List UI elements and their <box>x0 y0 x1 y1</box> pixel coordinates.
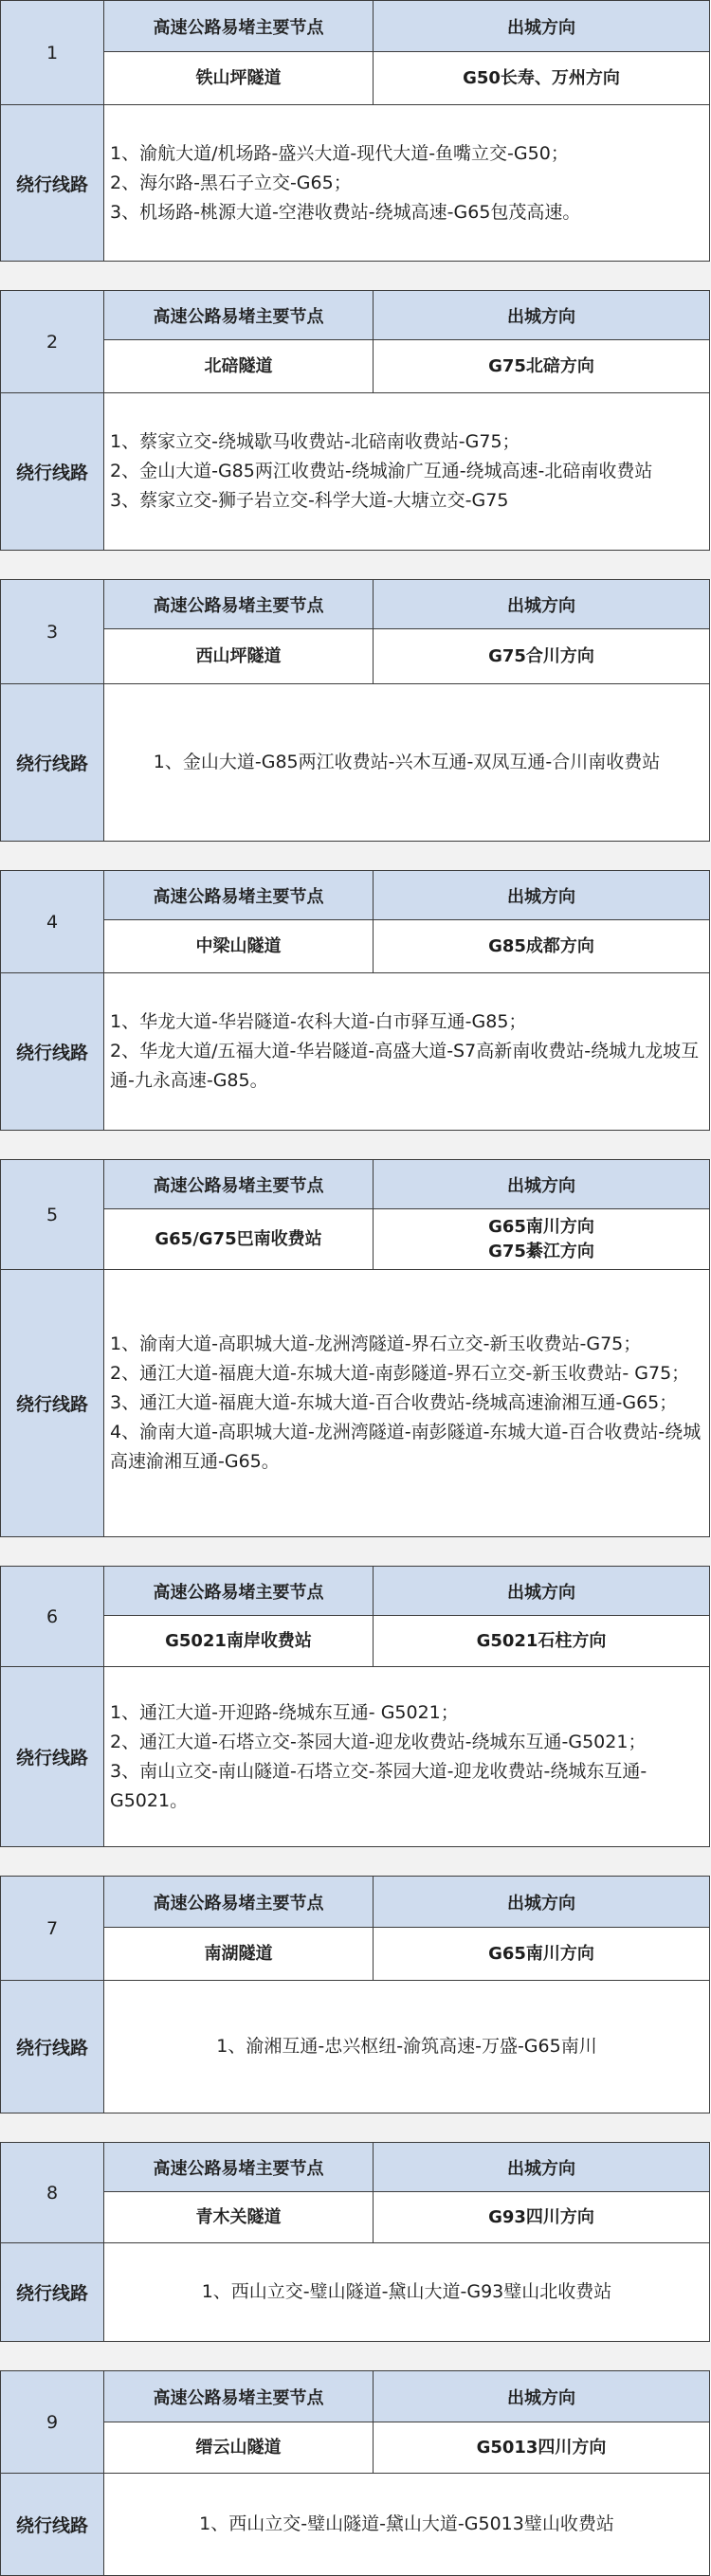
route-list <box>104 2243 710 2342</box>
route-item: 1、西山立交-璧山隧道-黛山大道-G93璧山北收费站 <box>201 2281 612 2302</box>
direction-value: G85成都方向 <box>374 920 710 973</box>
block-5 <box>0 1159 710 1537</box>
node-value: 中梁山隧道 <box>104 920 374 973</box>
node-value: 西山坪隧道 <box>104 629 374 684</box>
node-header: 高速公路易堵主要节点 <box>104 2143 374 2192</box>
route-item: 1、通江大道-开迎路-绕城东互通- G5021； <box>110 1701 459 1723</box>
node-header: 高速公路易堵主要节点 <box>104 2371 374 2422</box>
block-separator <box>0 2113 711 2142</box>
route-label: 绕行线路 <box>1 684 104 842</box>
node-value: 青木关隧道 <box>104 2192 374 2243</box>
node-header: 高速公路易堵主要节点 <box>104 1567 374 1616</box>
route-item: 4、渝南大道-高职城大道-龙洲湾隧道-南彭隧道-东城大道-百合收费站-绕城高速渝湘互通-G65。 <box>110 1422 702 1472</box>
block-7 <box>0 1876 710 2113</box>
direction-header: 出城方向 <box>374 1567 710 1616</box>
block-4 <box>0 870 710 1131</box>
node-header: 高速公路易堵主要节点 <box>104 1160 374 1209</box>
block-number: 7 <box>1 1877 104 1981</box>
route-item: 1、华龙大道-华岩隧道-农科大道-白市驿互通-G85； <box>110 1011 527 1032</box>
route-label: 绕行线路 <box>1 2243 104 2342</box>
direction-value: G50长寿、万州方向 <box>374 52 710 105</box>
block-separator <box>0 1847 711 1876</box>
direction-header: 出城方向 <box>374 871 710 920</box>
route-label: 绕行线路 <box>1 1981 104 2113</box>
route-item: 3、南山立交-南山隧道-石塔立交-茶园大道-迎龙收费站-绕城东互通-G5021。 <box>110 1760 647 1811</box>
route-item: 3、通江大道-福鹿大道-东城大道-百合收费站-绕城高速渝湘互通-G65； <box>110 1392 678 1413</box>
direction-header: 出城方向 <box>374 580 710 629</box>
block-separator <box>0 842 711 870</box>
route-item: 3、蔡家立交-狮子岩立交-科学大道-大塘立交-G75 <box>110 490 509 511</box>
direction-value: G5021石柱方向 <box>374 1616 710 1667</box>
direction-value: G75合川方向 <box>374 629 710 684</box>
block-separator <box>0 262 711 290</box>
node-value: 北碚隧道 <box>104 340 374 393</box>
route-label: 绕行线路 <box>1 973 104 1131</box>
route-list <box>104 105 710 262</box>
node-header: 高速公路易堵主要节点 <box>104 1877 374 1928</box>
block-number: 2 <box>1 291 104 393</box>
node-value: 南湖隧道 <box>104 1928 374 1981</box>
direction-value: G65南川方向 G75綦江方向 <box>374 1209 710 1270</box>
route-item: 2、华龙大道/五福大道-华岩隧道-高盛大道-S7高新南收费站-绕城九龙坡互通-九永高速-G85。 <box>110 1041 700 1091</box>
node-value: 缙云山隧道 <box>104 2422 374 2474</box>
route-label: 绕行线路 <box>1 1667 104 1847</box>
block-number: 3 <box>1 580 104 684</box>
node-header: 高速公路易堵主要节点 <box>104 871 374 920</box>
node-value: G65/G75巴南收费站 <box>104 1209 374 1270</box>
node-header: 高速公路易堵主要节点 <box>104 291 374 340</box>
route-item: 1、渝南大道-高职城大道-龙洲湾隧道-界石立交-新玉收费站-G75； <box>110 1333 642 1354</box>
direction-header: 出城方向 <box>374 2371 710 2422</box>
block-separator <box>0 2342 711 2370</box>
route-list <box>104 393 710 551</box>
route-item: 3、机场路-桃源大道-空港收费站-绕城高速-G65包茂高速。 <box>110 201 581 223</box>
route-label: 绕行线路 <box>1 1270 104 1537</box>
block-3 <box>0 579 710 842</box>
node-header: 高速公路易堵主要节点 <box>104 580 374 629</box>
route-item: 1、渝湘互通-忠兴枢纽-渝筑高速-万盛-G65南川 <box>216 2036 597 2057</box>
route-item: 2、通江大道-福鹿大道-东城大道-南彭隧道-界石立交-新玉收费站- G75； <box>110 1363 690 1384</box>
block-separator <box>0 1131 711 1159</box>
direction-value: G5013四川方向 <box>374 2422 710 2474</box>
block-2 <box>0 290 710 551</box>
route-list <box>104 1270 710 1537</box>
node-value: G5021南岸收费站 <box>104 1616 374 1667</box>
route-item: 2、海尔路-黑石子立交-G65； <box>110 172 352 193</box>
route-item: 1、金山大道-G85两江收费站-兴木互通-双凤互通-合川南收费站 <box>153 752 661 772</box>
route-item: 2、金山大道-G85两江收费站-绕城渝广互通-绕城高速-北碚南收费站 <box>110 461 653 481</box>
block-number: 8 <box>1 2143 104 2243</box>
route-item: 2、通江大道-石塔立交-茶园大道-迎龙收费站-绕城东互通-G5021； <box>110 1731 647 1752</box>
block-number: 9 <box>1 2371 104 2474</box>
block-number: 6 <box>1 1567 104 1667</box>
direction-header: 出城方向 <box>374 1160 710 1209</box>
node-value: 铁山坪隧道 <box>104 52 374 105</box>
block-6 <box>0 1566 710 1847</box>
block-number: 5 <box>1 1160 104 1270</box>
direction-value: G93四川方向 <box>374 2192 710 2243</box>
route-list <box>104 2474 710 2576</box>
direction-header: 出城方向 <box>374 1 710 52</box>
route-list <box>104 684 710 842</box>
block-separator <box>0 551 711 579</box>
node-header: 高速公路易堵主要节点 <box>104 1 374 52</box>
block-8 <box>0 2142 710 2342</box>
block-separator <box>0 1537 711 1566</box>
block-number: 4 <box>1 871 104 973</box>
block-1 <box>0 0 710 262</box>
direction-header: 出城方向 <box>374 291 710 340</box>
route-item: 1、西山立交-璧山隧道-黛山大道-G5013璧山收费站 <box>199 2513 614 2534</box>
block-9 <box>0 2370 710 2576</box>
direction-header: 出城方向 <box>374 2143 710 2192</box>
route-label: 绕行线路 <box>1 105 104 262</box>
direction-value: G65南川方向 <box>374 1928 710 1981</box>
direction-header: 出城方向 <box>374 1877 710 1928</box>
route-item: 1、蔡家立交-绕城歇马收费站-北碚南收费站-G75； <box>110 431 520 452</box>
route-label: 绕行线路 <box>1 2474 104 2576</box>
route-list <box>104 973 710 1131</box>
route-list <box>104 1981 710 2113</box>
route-list <box>104 1667 710 1847</box>
route-item: 1、渝航大道/机场路-盛兴大道-现代大道-鱼嘴立交-G50； <box>110 142 569 164</box>
block-number: 1 <box>1 1 104 105</box>
direction-value: G75北碚方向 <box>374 340 710 393</box>
route-label: 绕行线路 <box>1 393 104 551</box>
